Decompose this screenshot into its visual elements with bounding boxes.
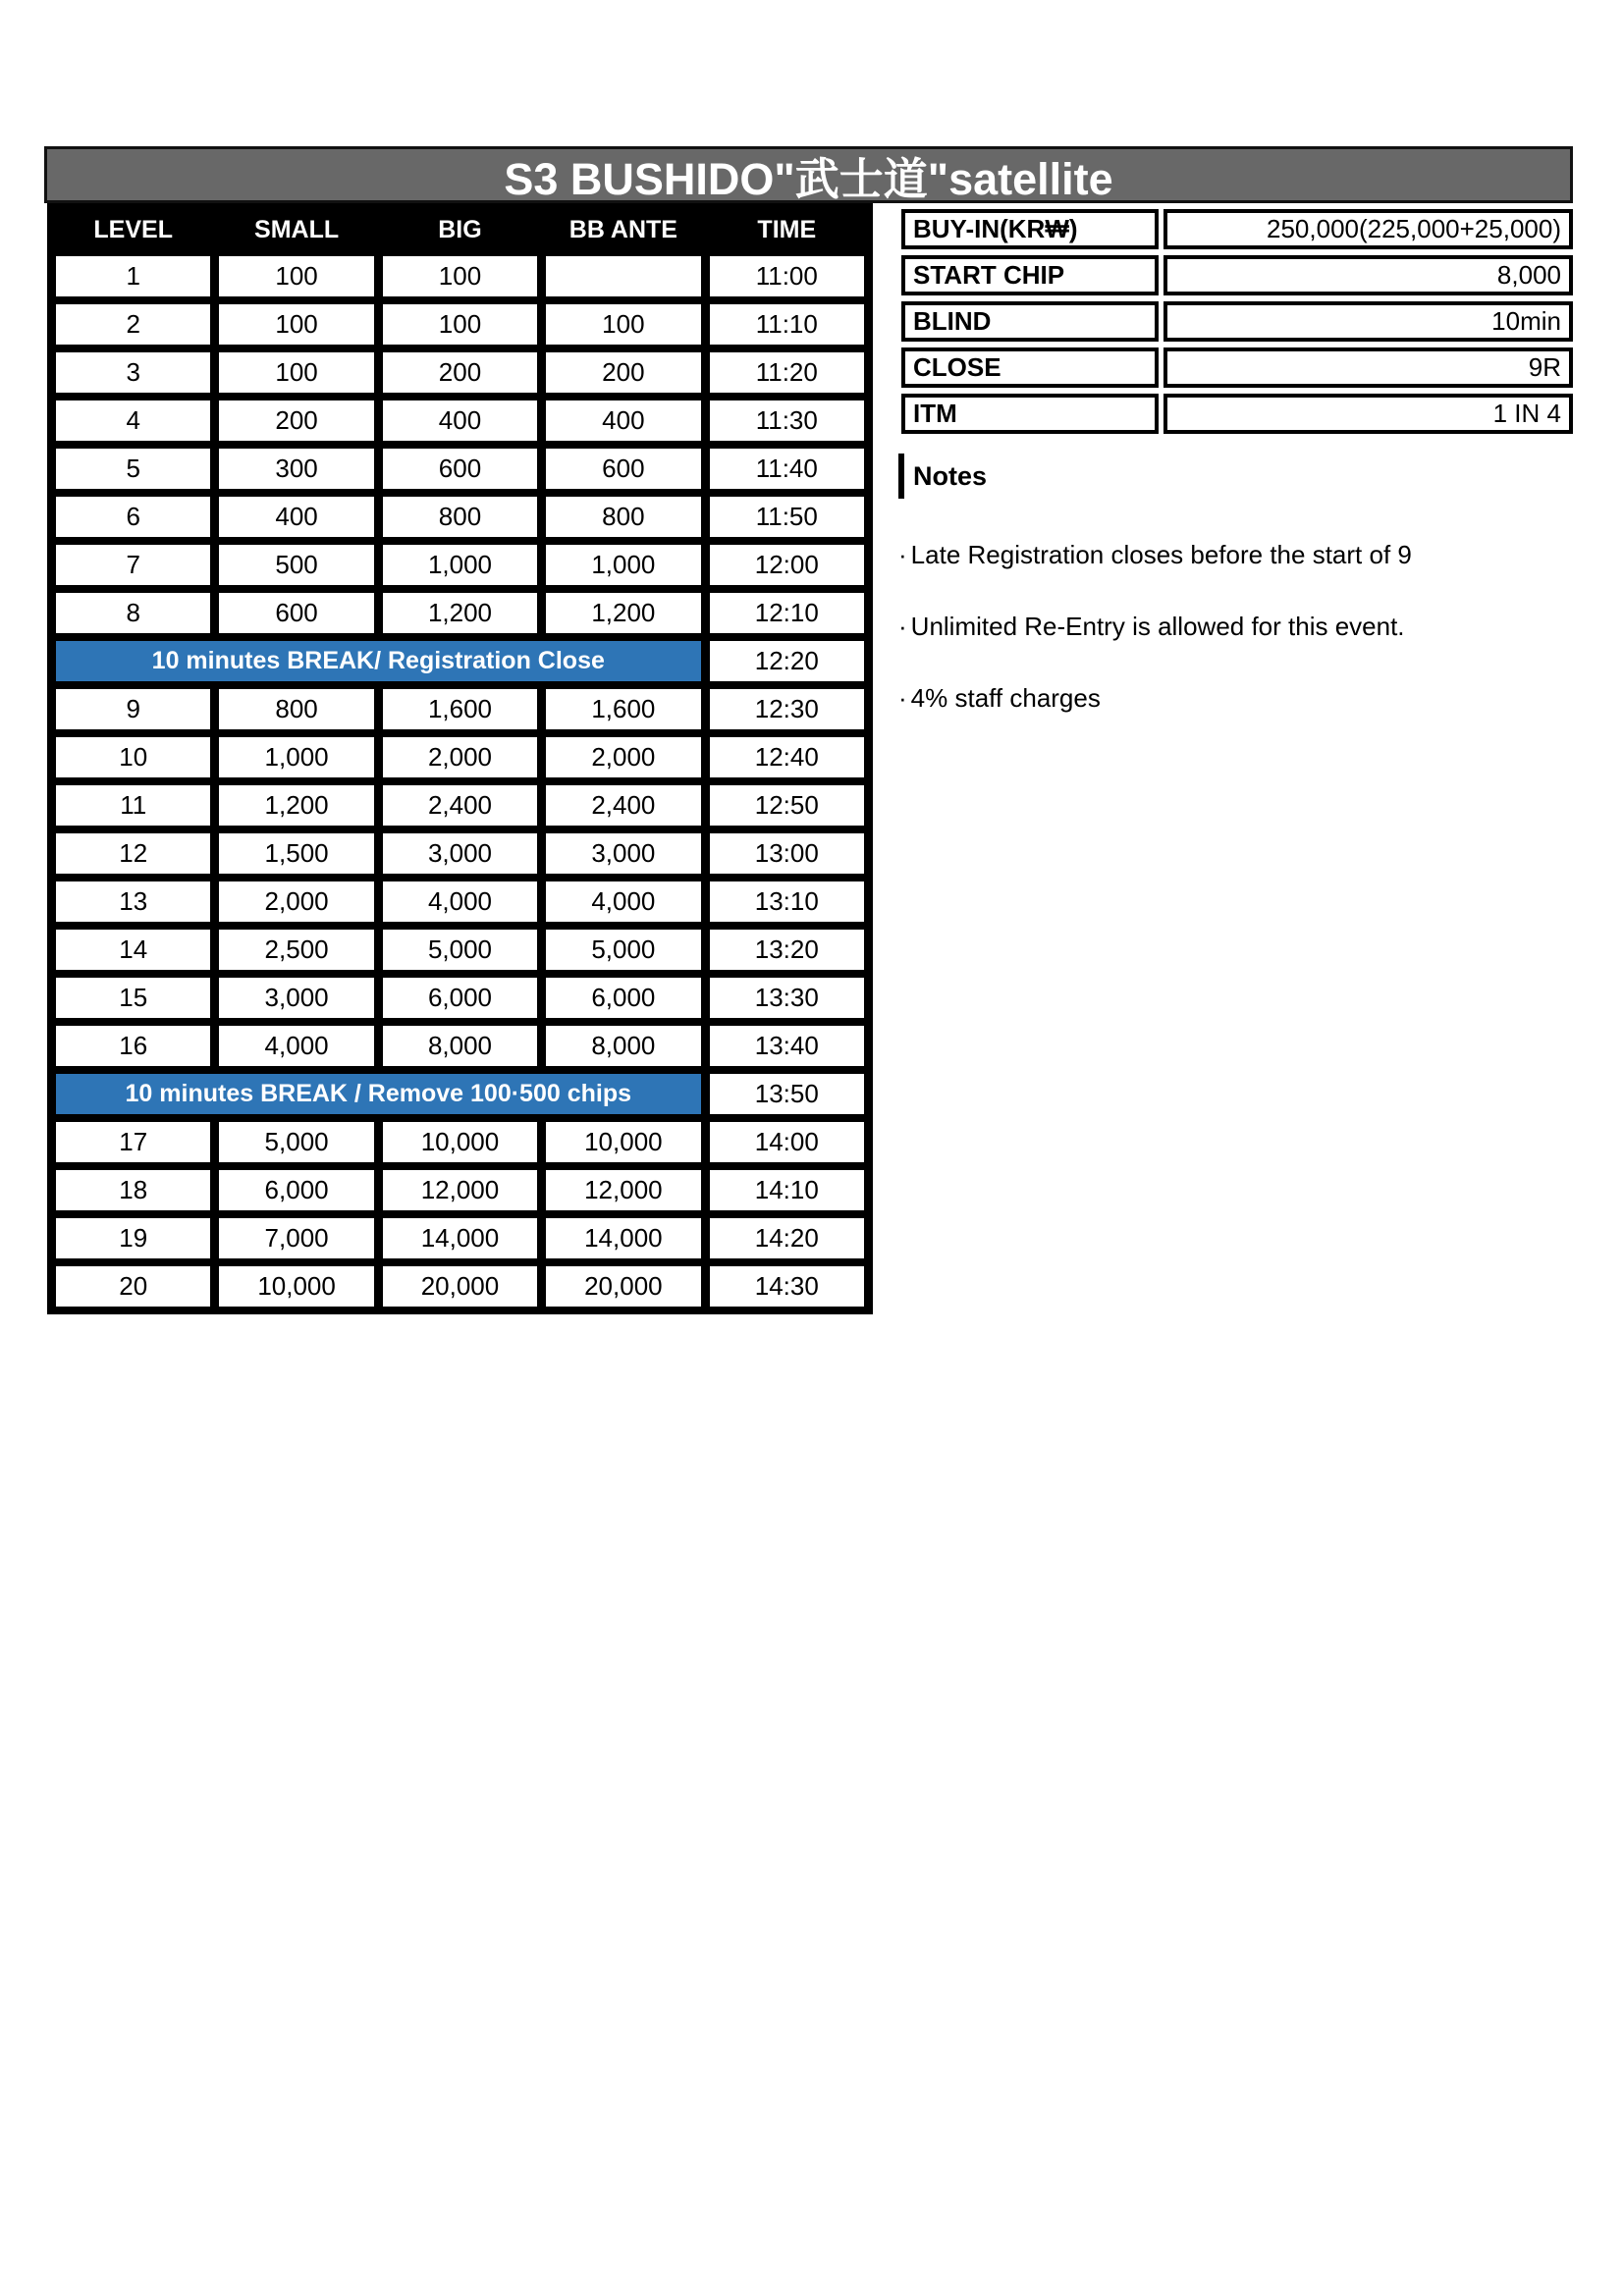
- blind-table-body: [56, 256, 864, 1307]
- big-blind-cell: 1,600: [383, 689, 537, 729]
- col-header-bb-ante: BB ANTE: [546, 211, 700, 248]
- level-row: [56, 1218, 864, 1258]
- bb-ante-cell: 600: [546, 449, 700, 489]
- bullet-icon: ·: [898, 540, 907, 569]
- level-row: [56, 930, 864, 970]
- bb-ante-cell: 5,000: [546, 930, 700, 970]
- col-header-level: LEVEL: [56, 211, 210, 248]
- big-blind-cell: 100: [383, 304, 537, 345]
- big-blind-cell: 8,000: [383, 1026, 537, 1066]
- time-cell: 14:00: [710, 1122, 864, 1162]
- small-blind-cell: 100: [219, 352, 373, 393]
- big-blind-cell: 20,000: [383, 1266, 537, 1307]
- break-label: 10 minutes BREAK / Remove 100·500 chips: [56, 1074, 701, 1114]
- level-row: [56, 1170, 864, 1210]
- col-header-time: TIME: [710, 211, 864, 248]
- big-blind-cell: 1,200: [383, 593, 537, 633]
- level-row: [56, 352, 864, 393]
- close-label: CLOSE: [901, 347, 1159, 388]
- col-header-big: BIG: [383, 211, 537, 248]
- note-item: [898, 539, 1596, 570]
- time-cell: 14:20: [710, 1218, 864, 1258]
- big-blind-cell: 200: [383, 352, 537, 393]
- small-blind-cell: 2,000: [219, 881, 373, 922]
- time-cell: 11:50: [710, 497, 864, 537]
- small-blind-cell: 1,000: [219, 737, 373, 777]
- bb-ante-cell: 1,200: [546, 593, 700, 633]
- level-row: [56, 400, 864, 441]
- time-cell: 13:00: [710, 833, 864, 874]
- page-title: S3 BUSHIDO"武士道"satellite: [504, 153, 1113, 204]
- break-label: 10 minutes BREAK/ Registration Close: [56, 641, 701, 681]
- bb-ante-cell: 3,000: [546, 833, 700, 874]
- level-cell: 9: [56, 689, 210, 729]
- time-cell: 13:10: [710, 881, 864, 922]
- level-cell: 7: [56, 545, 210, 585]
- time-cell: 11:00: [710, 256, 864, 296]
- big-blind-cell: 10,000: [383, 1122, 537, 1162]
- event-info-table: [896, 203, 1578, 440]
- level-cell: 15: [56, 978, 210, 1018]
- level-row: [56, 1026, 864, 1066]
- small-blind-cell: 4,000: [219, 1026, 373, 1066]
- time-cell: 12:40: [710, 737, 864, 777]
- bullet-icon: ·: [898, 683, 907, 713]
- big-blind-cell: 4,000: [383, 881, 537, 922]
- itm-label: ITM: [901, 394, 1159, 434]
- big-blind-cell: 600: [383, 449, 537, 489]
- level-row: [56, 545, 864, 585]
- level-row: [56, 737, 864, 777]
- level-cell: 6: [56, 497, 210, 537]
- time-cell: 13:40: [710, 1026, 864, 1066]
- small-blind-cell: 800: [219, 689, 373, 729]
- start-chip-label: START CHIP: [901, 255, 1159, 295]
- small-blind-cell: 500: [219, 545, 373, 585]
- small-blind-cell: 3,000: [219, 978, 373, 1018]
- level-cell: 20: [56, 1266, 210, 1307]
- break-row: [56, 641, 864, 681]
- level-cell: 18: [56, 1170, 210, 1210]
- level-cell: 4: [56, 400, 210, 441]
- level-cell: 11: [56, 785, 210, 826]
- time-cell: 13:50: [710, 1074, 864, 1114]
- level-row: [56, 497, 864, 537]
- buyin-value: 250,000(225,000+25,000): [1163, 209, 1573, 249]
- info-row-buyin: [901, 209, 1573, 249]
- level-cell: 1: [56, 256, 210, 296]
- big-blind-cell: 2,400: [383, 785, 537, 826]
- big-blind-cell: 1,000: [383, 545, 537, 585]
- blind-value: 10min: [1163, 301, 1573, 342]
- note-item: [898, 682, 1596, 714]
- big-blind-cell: 800: [383, 497, 537, 537]
- level-cell: 5: [56, 449, 210, 489]
- big-blind-cell: 12,000: [383, 1170, 537, 1210]
- level-cell: 2: [56, 304, 210, 345]
- time-cell: 11:20: [710, 352, 864, 393]
- bb-ante-cell: 100: [546, 304, 700, 345]
- note-item: [898, 611, 1596, 642]
- level-row: [56, 1122, 864, 1162]
- level-row: [56, 833, 864, 874]
- bb-ante-cell: 10,000: [546, 1122, 700, 1162]
- start-chip-value: 8,000: [1163, 255, 1573, 295]
- blind-table-header: [56, 211, 864, 248]
- info-row-blind: [901, 301, 1573, 342]
- notes-list: [898, 539, 1596, 714]
- notes-heading: Notes: [898, 454, 1596, 499]
- big-blind-cell: 6,000: [383, 978, 537, 1018]
- big-blind-cell: 2,000: [383, 737, 537, 777]
- bullet-icon: ·: [898, 612, 907, 641]
- bb-ante-cell: 12,000: [546, 1170, 700, 1210]
- small-blind-cell: 1,500: [219, 833, 373, 874]
- time-cell: 14:10: [710, 1170, 864, 1210]
- bb-ante-cell: 400: [546, 400, 700, 441]
- time-cell: 12:10: [710, 593, 864, 633]
- small-blind-cell: 7,000: [219, 1218, 373, 1258]
- level-row: [56, 881, 864, 922]
- small-blind-cell: 400: [219, 497, 373, 537]
- big-blind-cell: 100: [383, 256, 537, 296]
- bb-ante-cell: 1,000: [546, 545, 700, 585]
- level-cell: 14: [56, 930, 210, 970]
- bb-ante-cell: [546, 256, 700, 296]
- time-cell: 13:20: [710, 930, 864, 970]
- level-row: [56, 449, 864, 489]
- level-row: [56, 785, 864, 826]
- big-blind-cell: 5,000: [383, 930, 537, 970]
- bb-ante-cell: 4,000: [546, 881, 700, 922]
- level-cell: 16: [56, 1026, 210, 1066]
- small-blind-cell: 5,000: [219, 1122, 373, 1162]
- bb-ante-cell: 1,600: [546, 689, 700, 729]
- level-cell: 8: [56, 593, 210, 633]
- time-cell: 11:10: [710, 304, 864, 345]
- bb-ante-cell: 20,000: [546, 1266, 700, 1307]
- buyin-label: BUY-IN(KR₩): [901, 209, 1159, 249]
- blind-structure-table: [47, 203, 873, 1314]
- break-row: [56, 1074, 864, 1114]
- time-cell: 14:30: [710, 1266, 864, 1307]
- note-text: Late Registration closes before the start of 9: [910, 540, 1412, 569]
- blind-label: BLIND: [901, 301, 1159, 342]
- itm-value: 1 IN 4: [1163, 394, 1573, 434]
- small-blind-cell: 100: [219, 304, 373, 345]
- level-row: [56, 1266, 864, 1307]
- info-row-close: [901, 347, 1573, 388]
- bb-ante-cell: 8,000: [546, 1026, 700, 1066]
- small-blind-cell: 600: [219, 593, 373, 633]
- level-cell: 10: [56, 737, 210, 777]
- close-value: 9R: [1163, 347, 1573, 388]
- info-row-start-chip: [901, 255, 1573, 295]
- bb-ante-cell: 6,000: [546, 978, 700, 1018]
- time-cell: 12:50: [710, 785, 864, 826]
- level-row: [56, 978, 864, 1018]
- big-blind-cell: 3,000: [383, 833, 537, 874]
- time-cell: 11:40: [710, 449, 864, 489]
- bb-ante-cell: 800: [546, 497, 700, 537]
- notes-section: [898, 454, 1596, 714]
- level-row: [56, 304, 864, 345]
- level-row: [56, 256, 864, 296]
- time-cell: 12:00: [710, 545, 864, 585]
- col-header-small: SMALL: [219, 211, 373, 248]
- small-blind-cell: 2,500: [219, 930, 373, 970]
- big-blind-cell: 14,000: [383, 1218, 537, 1258]
- level-cell: 13: [56, 881, 210, 922]
- level-row: [56, 689, 864, 729]
- big-blind-cell: 400: [383, 400, 537, 441]
- note-text: Unlimited Re-Entry is allowed for this event.: [910, 612, 1405, 641]
- level-cell: 12: [56, 833, 210, 874]
- small-blind-cell: 200: [219, 400, 373, 441]
- note-text: 4% staff charges: [910, 683, 1101, 713]
- small-blind-cell: 6,000: [219, 1170, 373, 1210]
- bb-ante-cell: 2,000: [546, 737, 700, 777]
- level-cell: 19: [56, 1218, 210, 1258]
- title-bar: [44, 146, 1573, 203]
- info-row-itm: [901, 394, 1573, 434]
- level-cell: 3: [56, 352, 210, 393]
- bb-ante-cell: 200: [546, 352, 700, 393]
- time-cell: 12:20: [710, 641, 864, 681]
- time-cell: 12:30: [710, 689, 864, 729]
- bb-ante-cell: 14,000: [546, 1218, 700, 1258]
- level-row: [56, 593, 864, 633]
- small-blind-cell: 10,000: [219, 1266, 373, 1307]
- small-blind-cell: 100: [219, 256, 373, 296]
- small-blind-cell: 1,200: [219, 785, 373, 826]
- bb-ante-cell: 2,400: [546, 785, 700, 826]
- small-blind-cell: 300: [219, 449, 373, 489]
- time-cell: 11:30: [710, 400, 864, 441]
- header-row: [56, 211, 864, 248]
- time-cell: 13:30: [710, 978, 864, 1018]
- level-cell: 17: [56, 1122, 210, 1162]
